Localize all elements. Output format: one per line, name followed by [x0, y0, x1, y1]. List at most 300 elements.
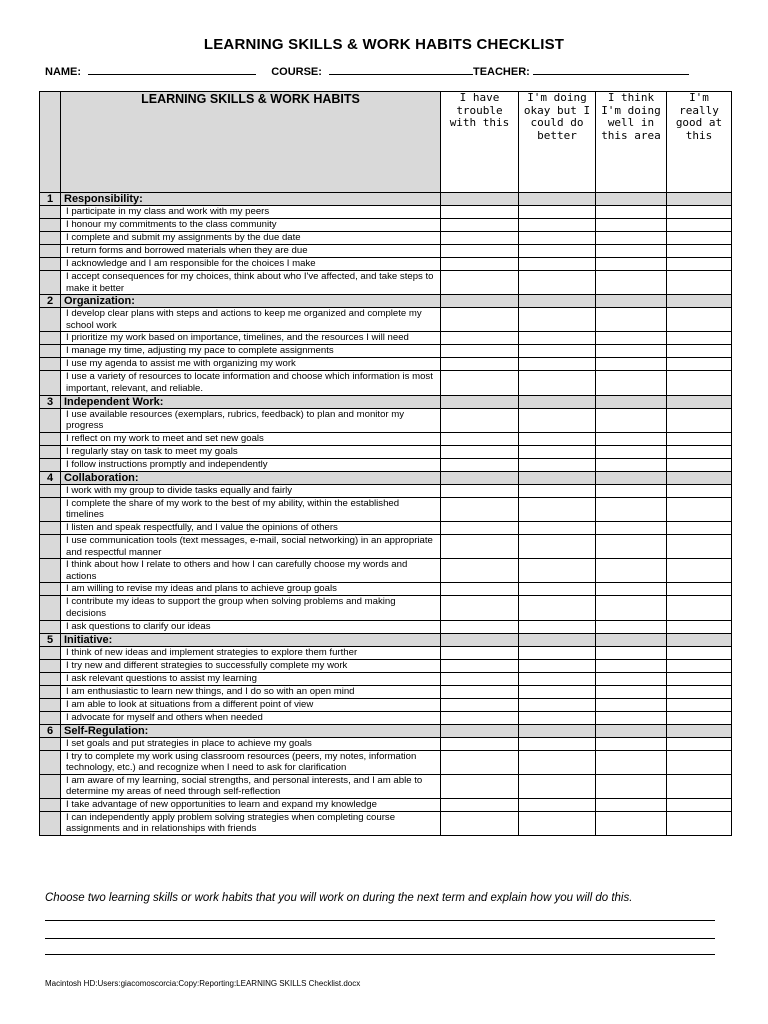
rating-checkbox-cell[interactable] — [519, 559, 596, 583]
rating-checkbox-cell[interactable] — [667, 258, 732, 271]
skill-statement: I use available resources (exemplars, rubrics, feedback) to plan and monitor my progress — [61, 408, 441, 432]
section-rating-cell — [667, 724, 732, 737]
row-number-cell — [40, 534, 61, 558]
rating-checkbox-cell[interactable] — [519, 659, 596, 672]
row-number-cell — [40, 371, 61, 395]
rating-checkbox-cell[interactable] — [667, 750, 732, 774]
rating-checkbox-cell[interactable] — [596, 583, 667, 596]
section-number: 4 — [40, 471, 61, 484]
skill-statement: I return forms and borrowed materials when they are due — [61, 245, 441, 258]
skill-statement: I participate in my class and work with my peers — [61, 206, 441, 219]
section-row — [40, 724, 732, 737]
rating-checkbox-cell[interactable] — [441, 774, 519, 798]
table-row — [40, 432, 732, 445]
row-number-cell — [40, 308, 61, 332]
answer-line[interactable] — [45, 920, 715, 921]
table-row — [40, 583, 732, 596]
table-row — [40, 620, 732, 633]
skill-statement: I complete and submit my assignments by the due date — [61, 232, 441, 245]
rating-checkbox-cell[interactable] — [596, 258, 667, 271]
section-rating-cell — [667, 295, 732, 308]
rating-checkbox-cell[interactable] — [667, 484, 732, 497]
skill-statement: I am aware of my learning, social strengths, and personal interests, and I am able to determine my areas of need through self-reflection — [61, 774, 441, 798]
skill-statement: I set goals and put strategies in place to achieve my goals — [61, 737, 441, 750]
rating-checkbox-cell[interactable] — [596, 271, 667, 295]
rating-checkbox-cell[interactable] — [441, 711, 519, 724]
row-number-cell — [40, 685, 61, 698]
rating-checkbox-cell[interactable] — [667, 345, 732, 358]
rating-checkbox-cell[interactable] — [667, 371, 732, 395]
rating-checkbox-cell[interactable] — [441, 232, 519, 245]
rating-checkbox-cell[interactable] — [667, 458, 732, 471]
rating-checkbox-cell[interactable] — [596, 206, 667, 219]
skill-statement: I follow instructions promptly and independently — [61, 458, 441, 471]
row-number-cell — [40, 206, 61, 219]
rating-checkbox-cell[interactable] — [519, 620, 596, 633]
table-row — [40, 497, 732, 521]
rating-checkbox-cell[interactable] — [519, 332, 596, 345]
rating-checkbox-cell[interactable] — [667, 271, 732, 295]
rating-checkbox-cell[interactable] — [667, 774, 732, 798]
table-row — [40, 774, 732, 798]
table-row — [40, 345, 732, 358]
table-row — [40, 811, 732, 835]
rating-checkbox-cell[interactable] — [519, 432, 596, 445]
row-number-cell — [40, 219, 61, 232]
rating-checkbox-cell[interactable] — [667, 206, 732, 219]
rating-checkbox-cell[interactable] — [441, 646, 519, 659]
rating-checkbox-cell[interactable] — [519, 206, 596, 219]
section-rating-cell — [596, 633, 667, 646]
rating-checkbox-cell[interactable] — [596, 798, 667, 811]
page-title: LEARNING SKILLS & WORK HABITS CHECKLIST — [203, 36, 565, 53]
rating-checkbox-cell[interactable] — [596, 711, 667, 724]
rating-checkbox-cell[interactable] — [441, 458, 519, 471]
section-title: Collaboration: — [61, 471, 441, 484]
row-number-cell — [40, 583, 61, 596]
section-row — [40, 295, 732, 308]
table-row — [40, 308, 732, 332]
teacher-label: TEACHER: — [472, 66, 530, 78]
rating-checkbox-cell[interactable] — [441, 206, 519, 219]
table-row — [40, 408, 732, 432]
rating-checkbox-cell[interactable] — [667, 219, 732, 232]
rating-checkbox-cell[interactable] — [441, 219, 519, 232]
rating-header-good: I'm really good at this — [667, 92, 732, 193]
row-number-cell — [40, 458, 61, 471]
table-row — [40, 332, 732, 345]
row-number-cell — [40, 774, 61, 798]
skill-statement: I contribute my ideas to support the group when solving problems and making decisions — [61, 596, 441, 620]
table-row — [40, 698, 732, 711]
table-row — [40, 672, 732, 685]
rating-checkbox-cell[interactable] — [519, 358, 596, 371]
row-number-cell — [40, 332, 61, 345]
rating-checkbox-cell[interactable] — [667, 698, 732, 711]
section-number: 5 — [40, 633, 61, 646]
section-rating-cell — [519, 633, 596, 646]
section-title: Initiative: — [61, 633, 441, 646]
table-row — [40, 458, 732, 471]
rating-checkbox-cell[interactable] — [596, 371, 667, 395]
skill-statement: I can independently apply problem solving strategies when completing course assignments and in relationships with friends — [61, 811, 441, 835]
section-number: 1 — [40, 193, 61, 206]
rating-checkbox-cell[interactable] — [441, 750, 519, 774]
rating-checkbox-cell[interactable] — [667, 737, 732, 750]
rating-checkbox-cell[interactable] — [667, 646, 732, 659]
rating-checkbox-cell[interactable] — [667, 620, 732, 633]
rating-checkbox-cell[interactable] — [519, 245, 596, 258]
rating-checkbox-cell[interactable] — [667, 559, 732, 583]
row-number-cell — [40, 659, 61, 672]
rating-checkbox-cell[interactable] — [596, 811, 667, 835]
rating-checkbox-cell[interactable] — [596, 750, 667, 774]
section-rating-cell — [596, 471, 667, 484]
rating-header-trouble: I have trouble with this — [441, 92, 519, 193]
rating-checkbox-cell[interactable] — [596, 698, 667, 711]
rating-checkbox-cell[interactable] — [519, 811, 596, 835]
rating-checkbox-cell[interactable] — [519, 458, 596, 471]
row-number-cell — [40, 271, 61, 295]
row-number-cell — [40, 521, 61, 534]
skill-statement: I am able to look at situations from a different point of view — [61, 698, 441, 711]
rating-checkbox-cell[interactable] — [519, 219, 596, 232]
skill-statement: I complete the share of my work to the best of my ability, within the established timelines — [61, 497, 441, 521]
number-column-header — [40, 92, 61, 193]
rating-checkbox-cell[interactable] — [441, 811, 519, 835]
name-field[interactable] — [88, 64, 256, 75]
rating-checkbox-cell[interactable] — [596, 332, 667, 345]
rating-checkbox-cell[interactable] — [441, 620, 519, 633]
section-rating-cell — [596, 724, 667, 737]
rating-checkbox-cell[interactable] — [667, 672, 732, 685]
section-number: 2 — [40, 295, 61, 308]
rating-checkbox-cell[interactable] — [519, 774, 596, 798]
table-row — [40, 711, 732, 724]
rating-checkbox-cell[interactable] — [441, 358, 519, 371]
table-row — [40, 559, 732, 583]
answer-line[interactable] — [45, 938, 715, 939]
rating-checkbox-cell[interactable] — [519, 232, 596, 245]
row-number-cell — [40, 358, 61, 371]
rating-checkbox-cell[interactable] — [596, 521, 667, 534]
rating-checkbox-cell[interactable] — [667, 811, 732, 835]
rating-checkbox-cell[interactable] — [519, 345, 596, 358]
rating-checkbox-cell[interactable] — [667, 432, 732, 445]
table-row — [40, 258, 732, 271]
rating-checkbox-cell[interactable] — [441, 371, 519, 395]
row-number-cell — [40, 484, 61, 497]
rating-checkbox-cell[interactable] — [519, 445, 596, 458]
rating-checkbox-cell[interactable] — [667, 497, 732, 521]
section-rating-cell — [519, 295, 596, 308]
table-row — [40, 596, 732, 620]
rating-checkbox-cell[interactable] — [596, 432, 667, 445]
checklist-body — [40, 193, 732, 836]
rating-checkbox-cell[interactable] — [441, 698, 519, 711]
skill-statement: I develop clear plans with steps and actions to keep me organized and complete my school work — [61, 308, 441, 332]
rating-checkbox-cell[interactable] — [596, 534, 667, 558]
table-row — [40, 245, 732, 258]
skill-statement: I manage my time, adjusting my pace to complete assignments — [61, 345, 441, 358]
row-number-cell — [40, 245, 61, 258]
rating-checkbox-cell[interactable] — [596, 458, 667, 471]
file-path-footer: Macintosh HD:Users:giacomoscorcia:Copy:Reporting:LEARNING SKILLS Checklist.docx — [45, 979, 361, 988]
section-rating-cell — [441, 724, 519, 737]
section-rating-cell — [441, 633, 519, 646]
table-row — [40, 798, 732, 811]
rating-checkbox-cell[interactable] — [519, 737, 596, 750]
rating-checkbox-cell[interactable] — [441, 497, 519, 521]
section-rating-cell — [667, 395, 732, 408]
row-number-cell — [40, 646, 61, 659]
skill-statement: I think of new ideas and implement strategies to explore them further — [61, 646, 441, 659]
course-label: COURSE: — [271, 66, 322, 78]
table-row — [40, 646, 732, 659]
rating-checkbox-cell[interactable] — [519, 711, 596, 724]
section-title: Self-Regulation: — [61, 724, 441, 737]
rating-checkbox-cell[interactable] — [519, 583, 596, 596]
section-row — [40, 193, 732, 206]
section-rating-cell — [441, 193, 519, 206]
section-rating-cell — [667, 633, 732, 646]
rating-checkbox-cell[interactable] — [441, 559, 519, 583]
rating-checkbox-cell[interactable] — [667, 798, 732, 811]
section-rating-cell — [519, 193, 596, 206]
rating-header-okay: I'm doing okay but I could do better — [519, 92, 596, 193]
rating-checkbox-cell[interactable] — [441, 408, 519, 432]
skill-statement: I prioritize my work based on importance, timelines, and the resources I will need — [61, 332, 441, 345]
section-rating-cell — [441, 471, 519, 484]
rating-checkbox-cell[interactable] — [667, 245, 732, 258]
row-number-cell — [40, 737, 61, 750]
section-rating-cell — [596, 395, 667, 408]
rating-checkbox-cell[interactable] — [667, 445, 732, 458]
rating-checkbox-cell[interactable] — [519, 484, 596, 497]
reflection-prompt: Choose two learning skills or work habits that you will work on during the next term and explain how you will do this. — [45, 892, 633, 904]
skill-statement: I try new and different strategies to successfully complete my work — [61, 659, 441, 672]
rating-checkbox-cell[interactable] — [441, 271, 519, 295]
rating-checkbox-cell[interactable] — [667, 711, 732, 724]
section-rating-cell — [667, 471, 732, 484]
rating-checkbox-cell[interactable] — [596, 308, 667, 332]
rating-checkbox-cell[interactable] — [596, 774, 667, 798]
row-number-cell — [40, 232, 61, 245]
row-number-cell — [40, 711, 61, 724]
rating-checkbox-cell[interactable] — [441, 258, 519, 271]
rating-checkbox-cell[interactable] — [441, 308, 519, 332]
row-number-cell — [40, 345, 61, 358]
rating-checkbox-cell[interactable] — [596, 659, 667, 672]
row-number-cell — [40, 258, 61, 271]
table-row — [40, 750, 732, 774]
section-rating-cell — [441, 395, 519, 408]
rating-checkbox-cell[interactable] — [441, 345, 519, 358]
name-label: NAME: — [45, 66, 82, 78]
rating-checkbox-cell[interactable] — [596, 484, 667, 497]
rating-checkbox-cell[interactable] — [596, 358, 667, 371]
row-number-cell — [40, 445, 61, 458]
rating-checkbox-cell[interactable] — [519, 534, 596, 558]
checklist-table — [39, 91, 732, 836]
rating-checkbox-cell[interactable] — [519, 497, 596, 521]
rating-checkbox-cell[interactable] — [596, 497, 667, 521]
skill-statement: I reflect on my work to meet and set new goals — [61, 432, 441, 445]
rating-checkbox-cell[interactable] — [519, 521, 596, 534]
skill-statement: I ask questions to clarify our ideas — [61, 620, 441, 633]
skill-statement: I use my agenda to assist me with organizing my work — [61, 358, 441, 371]
section-number: 3 — [40, 395, 61, 408]
rating-checkbox-cell[interactable] — [667, 408, 732, 432]
rating-checkbox-cell[interactable] — [667, 659, 732, 672]
rating-checkbox-cell[interactable] — [596, 596, 667, 620]
section-rating-cell — [519, 724, 596, 737]
section-title: Independent Work: — [61, 395, 441, 408]
rating-checkbox-cell[interactable] — [519, 646, 596, 659]
rating-checkbox-cell[interactable] — [441, 484, 519, 497]
skill-statement: I accept consequences for my choices, think about who I've affected, and take steps to make it better — [61, 271, 441, 295]
rating-checkbox-cell[interactable] — [441, 798, 519, 811]
answer-line[interactable] — [45, 954, 715, 955]
row-number-cell — [40, 408, 61, 432]
rating-checkbox-cell[interactable] — [441, 445, 519, 458]
skill-statement: I try to complete my work using classroom resources (peers, my notes, information technology, etc.) and recognize when I need to ask for clarification — [61, 750, 441, 774]
skill-statement: I acknowledge and I am responsible for the choices I make — [61, 258, 441, 271]
table-row — [40, 659, 732, 672]
rating-checkbox-cell[interactable] — [667, 232, 732, 245]
rating-checkbox-cell[interactable] — [441, 672, 519, 685]
rating-checkbox-cell[interactable] — [519, 308, 596, 332]
rating-checkbox-cell[interactable] — [441, 685, 519, 698]
rating-checkbox-cell[interactable] — [441, 521, 519, 534]
rating-checkbox-cell[interactable] — [667, 596, 732, 620]
teacher-field[interactable] — [533, 64, 689, 75]
rating-checkbox-cell[interactable] — [596, 646, 667, 659]
rating-checkbox-cell[interactable] — [519, 258, 596, 271]
table-row — [40, 534, 732, 558]
section-row — [40, 633, 732, 646]
table-row — [40, 206, 732, 219]
skill-statement: I use a variety of resources to locate information and choose which information is most important, relevant, and reliable. — [61, 371, 441, 395]
rating-checkbox-cell[interactable] — [441, 534, 519, 558]
row-number-cell — [40, 432, 61, 445]
rating-checkbox-cell[interactable] — [667, 521, 732, 534]
rating-checkbox-cell[interactable] — [596, 737, 667, 750]
table-header-row — [40, 92, 732, 193]
skill-statement: I regularly stay on task to meet my goals — [61, 445, 441, 458]
rating-checkbox-cell[interactable] — [667, 332, 732, 345]
row-number-cell — [40, 620, 61, 633]
row-number-cell — [40, 672, 61, 685]
rating-checkbox-cell[interactable] — [596, 620, 667, 633]
skill-statement: I work with my group to divide tasks equally and fairly — [61, 484, 441, 497]
rating-checkbox-cell[interactable] — [441, 659, 519, 672]
table-row — [40, 371, 732, 395]
rating-checkbox-cell[interactable] — [596, 408, 667, 432]
rating-checkbox-cell[interactable] — [519, 798, 596, 811]
rating-checkbox-cell[interactable] — [596, 345, 667, 358]
skill-statement: I use communication tools (text messages, e-mail, social networking) in an appropriate and respectful manner — [61, 534, 441, 558]
rating-checkbox-cell[interactable] — [441, 245, 519, 258]
skill-statement: I am enthusiastic to learn new things, and I do so with an open mind — [61, 685, 441, 698]
rating-checkbox-cell[interactable] — [596, 672, 667, 685]
rating-checkbox-cell[interactable] — [519, 371, 596, 395]
section-row — [40, 395, 732, 408]
skill-statement: I take advantage of new opportunities to learn and expand my knowledge — [61, 798, 441, 811]
table-row — [40, 737, 732, 750]
rating-checkbox-cell[interactable] — [667, 308, 732, 332]
skill-statement: I am willing to revise my ideas and plans to achieve group goals — [61, 583, 441, 596]
rating-checkbox-cell[interactable] — [596, 219, 667, 232]
row-number-cell — [40, 596, 61, 620]
row-number-cell — [40, 497, 61, 521]
rating-checkbox-cell[interactable] — [519, 685, 596, 698]
skill-statement: I think about how I relate to others and how I can carefully choose my words and actions — [61, 559, 441, 583]
rating-checkbox-cell[interactable] — [667, 358, 732, 371]
rating-checkbox-cell[interactable] — [441, 332, 519, 345]
skill-statement: I listen and speak respectfully, and I value the opinions of others — [61, 521, 441, 534]
rating-checkbox-cell[interactable] — [519, 698, 596, 711]
rating-checkbox-cell[interactable] — [667, 583, 732, 596]
skill-statement: I honour my commitments to the class community — [61, 219, 441, 232]
section-row — [40, 471, 732, 484]
course-field[interactable] — [329, 64, 473, 75]
rating-checkbox-cell[interactable] — [519, 408, 596, 432]
section-rating-cell — [441, 295, 519, 308]
table-row — [40, 232, 732, 245]
row-number-cell — [40, 798, 61, 811]
rating-checkbox-cell[interactable] — [596, 685, 667, 698]
rating-checkbox-cell[interactable] — [519, 750, 596, 774]
rating-checkbox-cell[interactable] — [519, 271, 596, 295]
table-row — [40, 445, 732, 458]
section-rating-cell — [667, 193, 732, 206]
rating-checkbox-cell[interactable] — [441, 737, 519, 750]
section-title: Organization: — [61, 295, 441, 308]
table-row — [40, 358, 732, 371]
rating-checkbox-cell[interactable] — [667, 685, 732, 698]
rating-checkbox-cell[interactable] — [596, 232, 667, 245]
table-row — [40, 219, 732, 232]
rating-checkbox-cell[interactable] — [519, 596, 596, 620]
section-rating-cell — [596, 295, 667, 308]
skill-statement: I advocate for myself and others when needed — [61, 711, 441, 724]
section-rating-cell — [596, 193, 667, 206]
section-title: Responsibility: — [61, 193, 441, 206]
rating-checkbox-cell[interactable] — [441, 432, 519, 445]
section-rating-cell — [519, 471, 596, 484]
table-row — [40, 685, 732, 698]
rating-header-well: I think I'm doing well in this area — [596, 92, 667, 193]
section-number: 6 — [40, 724, 61, 737]
rating-checkbox-cell[interactable] — [667, 534, 732, 558]
rating-checkbox-cell[interactable] — [596, 245, 667, 258]
rating-checkbox-cell[interactable] — [441, 583, 519, 596]
rating-checkbox-cell[interactable] — [596, 559, 667, 583]
row-number-cell — [40, 750, 61, 774]
rating-checkbox-cell[interactable] — [596, 445, 667, 458]
row-number-cell — [40, 559, 61, 583]
section-rating-cell — [519, 395, 596, 408]
table-row — [40, 271, 732, 295]
student-info-row — [45, 64, 725, 78]
rating-checkbox-cell[interactable] — [441, 596, 519, 620]
table-row — [40, 484, 732, 497]
row-number-cell — [40, 811, 61, 835]
rating-checkbox-cell[interactable] — [519, 672, 596, 685]
skill-statement: I ask relevant questions to assist my learning — [61, 672, 441, 685]
row-number-cell — [40, 698, 61, 711]
